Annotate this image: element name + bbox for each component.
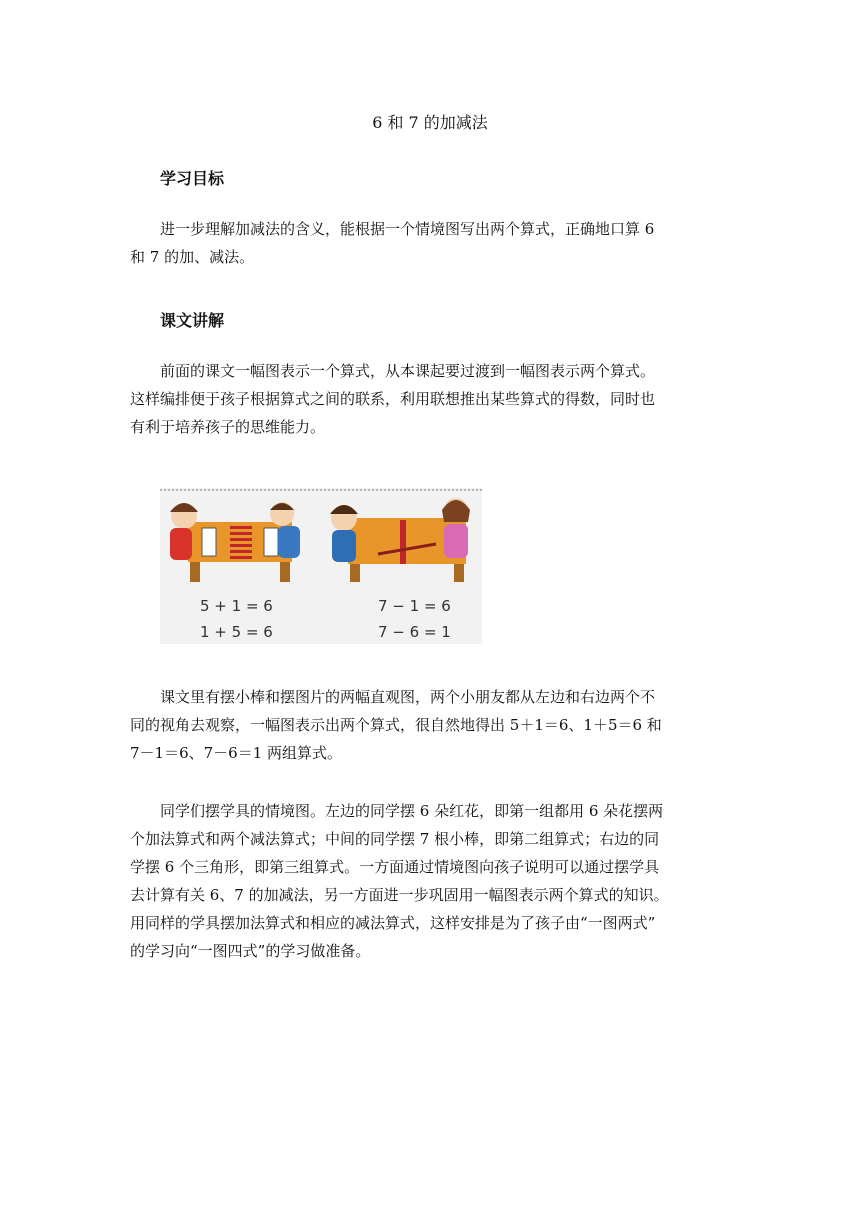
paper-card bbox=[264, 528, 278, 556]
body-paragraph-2 bbox=[130, 797, 730, 965]
table-leg bbox=[190, 562, 200, 582]
paper-card bbox=[202, 528, 216, 556]
lesson-paragraph bbox=[130, 357, 730, 441]
text-line: 同学们摆学具的情境图。左边的同学摆 6 朵红花，即第一组都用 6 朵花摆两 bbox=[160, 802, 664, 820]
text-line: 个加法算式和两个减法算式；中间的同学摆 7 根小棒，即第二组算式；右边的同 bbox=[130, 830, 660, 848]
text-line: 用同样的学具摆加法算式和相应的减法算式，这样安排是为了孩子由“一图两式” bbox=[130, 914, 656, 932]
text-line: 学摆 6 个三角形，即第三组算式。一方面通过情境图向孩子说明可以通过摆学具 bbox=[130, 858, 660, 876]
boy-hair bbox=[270, 503, 294, 510]
table-leg bbox=[454, 564, 464, 582]
section-heading-lesson: 课文讲解 bbox=[160, 311, 225, 330]
text-line: 去计算有关 6、7 的加减法，另一方面进一步巩固用一幅图表示两个算式的知识。 bbox=[130, 886, 669, 904]
equation-right-2: 7 − 6 = 1 bbox=[378, 623, 451, 641]
girl-hair bbox=[170, 503, 198, 512]
text-line: 前面的课文一幅图表示一个算式，从本课起要过渡到一幅图表示两个算式。 bbox=[160, 362, 656, 380]
equation-left-1: 5 + 1 = 6 bbox=[200, 597, 273, 615]
text-line: 同的视角去观察，一幅图表示出两个算式，很自然地得出 5＋1＝6、1＋5＝6 和 bbox=[130, 716, 662, 734]
boy-body bbox=[332, 530, 356, 562]
boy-hair bbox=[330, 505, 358, 514]
page-title: 6 和 7 的加减法 bbox=[372, 113, 488, 132]
equation-right-1: 7 − 1 = 6 bbox=[378, 597, 451, 615]
table-leg bbox=[350, 564, 360, 582]
text-line: 的学习向“一图四式”的学习做准备。 bbox=[130, 942, 371, 960]
text-line: 7－1＝6、7－6＝1 两组算式。 bbox=[130, 744, 343, 762]
girl-body bbox=[444, 524, 468, 558]
boy-body bbox=[278, 526, 300, 558]
illustration-drawing bbox=[160, 488, 482, 644]
girl-body bbox=[170, 528, 192, 560]
red-stick-bundle bbox=[400, 520, 406, 564]
left-scene bbox=[170, 502, 300, 582]
text-line: 这样编排便于孩子根据算式之间的联系，利用联想推出某些算式的得数，同时也 bbox=[130, 390, 656, 408]
text-line: 有利于培养孩子的思维能力。 bbox=[130, 418, 326, 436]
section-heading-goals: 学习目标 bbox=[160, 169, 225, 188]
body-paragraph-1 bbox=[130, 683, 730, 767]
table-leg bbox=[280, 562, 290, 582]
equation-left-2: 1 + 5 = 6 bbox=[200, 623, 273, 641]
right-scene bbox=[330, 498, 470, 582]
text-line: 和 7 的加、减法。 bbox=[130, 248, 255, 266]
goals-paragraph bbox=[130, 215, 730, 271]
illustration bbox=[160, 488, 482, 644]
text-line: 进一步理解加减法的含义，能根据一个情境图写出两个算式，正确地口算 6 bbox=[160, 220, 655, 238]
text-line: 课文里有摆小棒和摆图片的两幅直观图，两个小朋友都从左边和右边两个不 bbox=[160, 688, 656, 706]
